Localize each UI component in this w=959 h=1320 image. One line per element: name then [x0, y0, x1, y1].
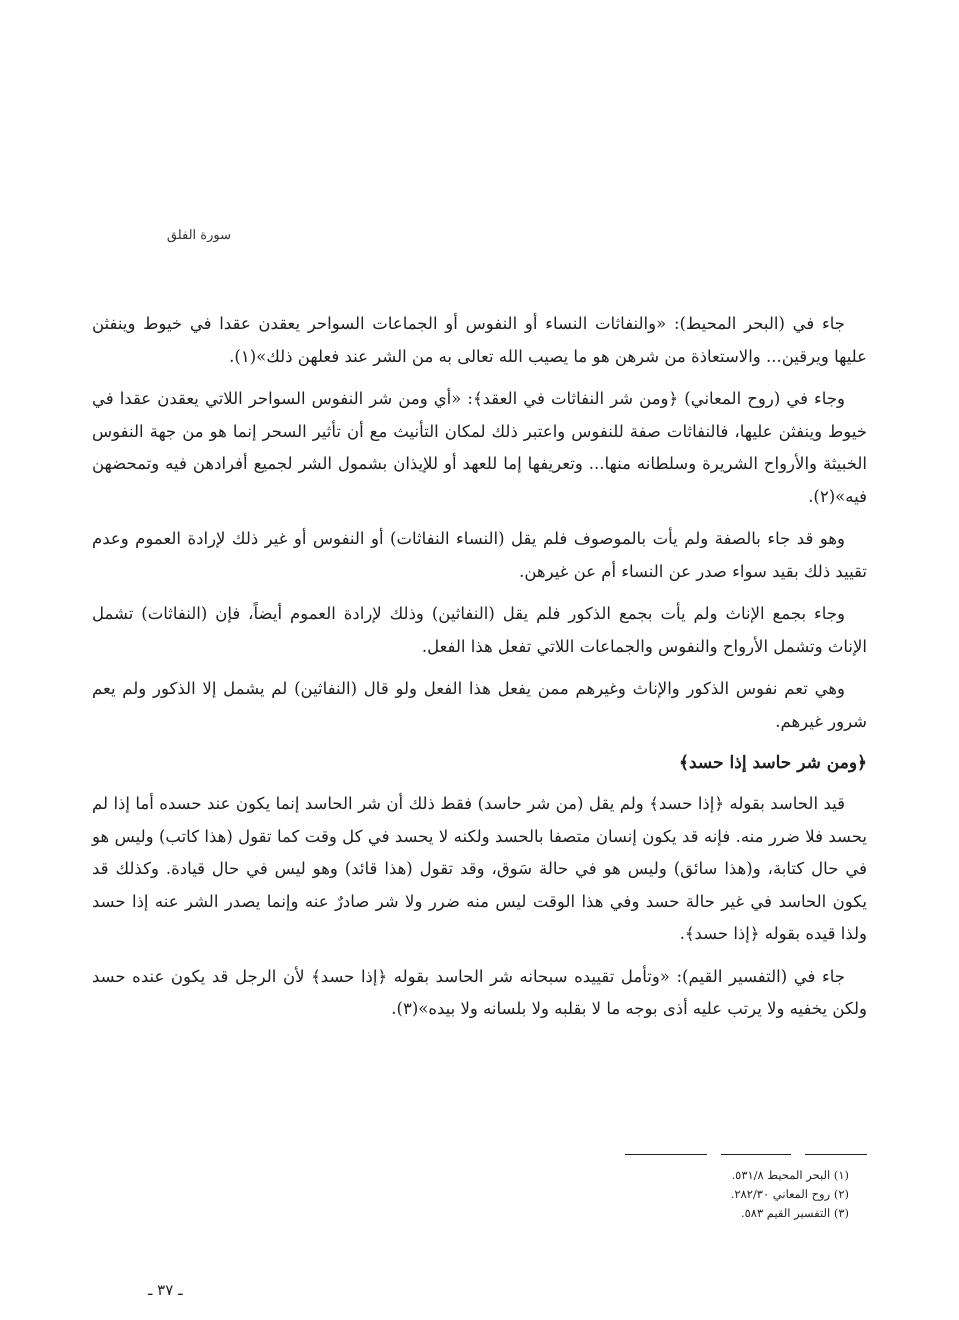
- paragraph-2: وجاء في (روح المعاني) ﴿ومن شر النفاثات في العقد﴾: «أي ومن شر النفوس السواحر اللاتي يعقدن عقدا في خيوط وينفثن عليها، فالنفاثات صفة للنفوس واعتبر ذلك لمكان التأنيث مع أن تأثير السحر إنما هو من جهة النفوس الخبيثة والأرواح الشريرة وسلطانه منها... وتعريفها إما للعهد أو للإيذان بشمول الشر لجميع أفرادهن فيه وتمحضهن فيه»(٢).: [92, 389, 867, 506]
- paragraph-5: وهي تعم نفوس الذكور والإناث وغيرهم ممن يفعل هذا الفعل ولو قال (النفاثين) لم يشمل إلا الذكور ولم يعم شرور غيرهم.: [92, 679, 867, 731]
- footnote-separator: [625, 1154, 867, 1156]
- paragraph-7: جاء في (التفسير القيم): «وتأمل تقييده سبحانه شر الحاسد بقوله ﴿إذا حسد﴾ لأن الرجل قد يكون عنده حسد ولكن يخفيه ولا يرتب عليه أذى بوجه ما لا بقلبه ولا بلسانه ولا بيده»(٣).: [92, 966, 867, 1018]
- footnote-2: (٢) روح المعاني ٢٨٢/٣٠.: [730, 1187, 849, 1201]
- section-heading: ﴿ومن شر حاسد إذا حسد﴾: [679, 753, 867, 773]
- footnote-3: (٣) التفسير القيم ٥٨٣.: [740, 1206, 849, 1220]
- page-number: ـ ٣٧ ـ: [148, 1281, 183, 1299]
- running-head: سورة الفلق: [166, 228, 231, 243]
- footnote-1: (١) البحر المحيط ٥٣١/٨.: [731, 1168, 849, 1182]
- paragraph-3: وهو قد جاء بالصفة ولم يأت بالموصوف فلم يقل (النساء النفاثات) أو النفوس أو غير ذلك لإرادة العموم وعدم تقييد ذلك بقيد سواء صدر عن النساء أم عن غيرهن.: [92, 529, 867, 581]
- paragraph-6: قيد الحاسد بقوله ﴿إذا حسد﴾ ولم يقل (من شر حاسد) فقط ذلك أن شر الحاسد إنما يكون عند حسده أما إذا لم يحسد فلا ضرر منه. فإنه قد يكون إنسان متصفا بالحسد ولكنه لا يحسد في كل وقت كما تقول (هذا كاتب) وليس هو في حال كتابة، و(هذا سائق) وليس هو في حالة سَوق، وقد تقول (هذا قائد) وهو ليس في حال قيادة. وكذلك قد يكون الحاسد في غير حالة حسد وفي هذا الوقت ليس منه ضرر ولا شر صادرٌ عنه وإنما يصدر الشر عنه إذا حسد ولذا قيده بقوله ﴿إذا حسد﴾.: [92, 794, 867, 943]
- footnotes: [449, 1166, 849, 1223]
- main-text: [92, 308, 867, 1036]
- paragraph-4: وجاء بجمع الإناث ولم يأت بجمع الذكور فلم يقل (النفاثين) وذلك لإرادة العموم أيضاً، فإن (النفاثات) تشمل الإناث وتشمل الأرواح والنفوس والجماعات اللاتي تفعل هذا الفعل.: [92, 604, 867, 656]
- paragraph-1: جاء في (البحر المحيط): «والنفاثات النساء أو النفوس أو الجماعات السواحر يعقدن عقدا في خيوط وينفثن عليها ويرقين... والاستعاذة من شرهن هو ما يصيب الله تعالى به من الشر عند فعلهن ذلك»(١).: [92, 314, 867, 366]
